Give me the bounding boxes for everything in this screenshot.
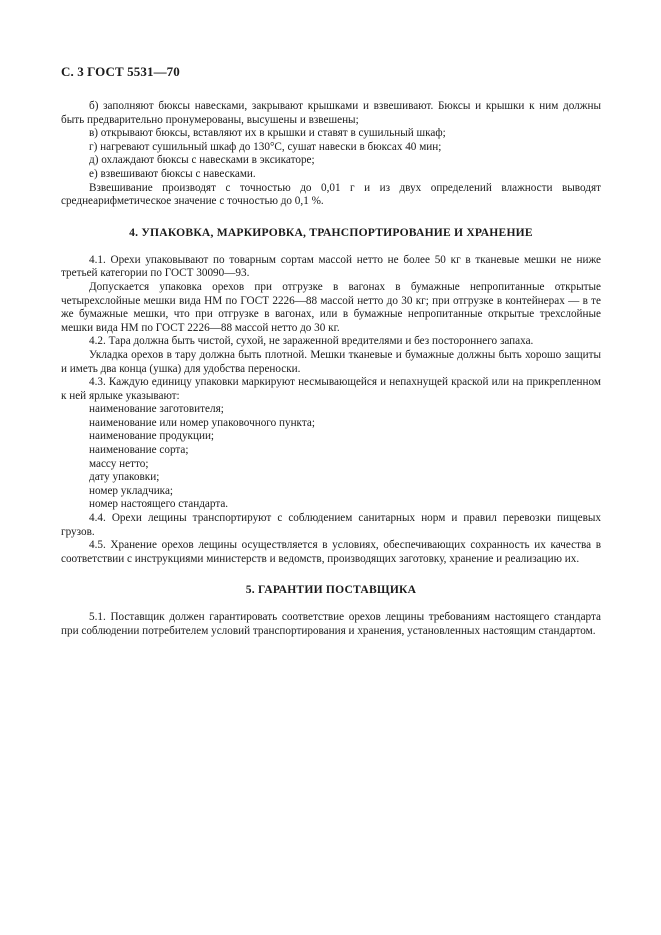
section-4 xyxy=(61,254,601,567)
list-item: массу нетто; xyxy=(89,457,149,470)
page-header: С. 3 ГОСТ 5531—70 xyxy=(61,64,180,79)
step-g: г) нагревают сушильный шкаф до 130°С, сушат навески в бюксах 40 мин; xyxy=(89,140,442,153)
paragraph-4-2: 4.2. Тара должна быть чистой, сухой, не зараженной вредителями и без постороннего запаха. xyxy=(89,335,534,348)
section-4-title: 4. УПАКОВКА, МАРКИРОВКА, ТРАНСПОРТИРОВАНИЕ И ХРАНЕНИЕ xyxy=(129,225,533,239)
step-e: е) взвешивают бюксы с навесками. xyxy=(89,167,256,180)
paragraph-4-5: 4.5. Хранение орехов лещины осуществляется в условиях, обеспечивающих сохранность их качества в соответствии с инструкциями министерств и ведомств, производящих заготовку, хранение и реализацию их. xyxy=(61,539,601,565)
list-item: номер укладчика; xyxy=(89,484,174,497)
paragraph-4-3: 4.3. Каждую единицу упаковки маркируют несмывающейся и непахнущей краской или на прикрепленном к ней ярлыке указывают: xyxy=(61,376,601,402)
list-item: дату упаковки; xyxy=(89,471,160,484)
paragraph-4-1-b: Допускается упаковка орехов при отгрузке в вагонах в бумажные непропитанные открытые четырехслойные мешки вида НМ по ГОСТ 2226—88 массой нетто до 30 кг; при отгрузке в контейнерах — в те же бумажные мешки, что при отгрузке в вагонах, или в бумажные непропитанные открытые трехслойные мешки вида НМ по ГОСТ 2226—88 массой нетто до 30 кг. xyxy=(61,280,601,334)
section-3-continuation xyxy=(61,100,601,209)
weighing-paragraph: Взвешивание производят с точностью до 0,01 г и из двух определений влажности выводят среднеарифметическое значение с точностью до 0,1 %. xyxy=(61,181,601,208)
list-item: наименование продукции; xyxy=(89,430,215,443)
step-v: в) открывают бюксы, вставляют их в крышки и ставят в сушильный шкаф; xyxy=(89,127,446,140)
list-item: наименование или номер упаковочного пункта; xyxy=(89,416,315,429)
paragraph-4-2-b: Укладка орехов в тару должна быть плотной. Мешки тканевые и бумажные должны быть хорошо защиты и иметь два конца (ушка) для удобства переноски. xyxy=(61,348,601,375)
list-item: наименование сорта; xyxy=(89,444,189,457)
section-5 xyxy=(61,611,601,638)
paragraph-5-1: 5.1. Поставщик должен гарантировать соответствие орехов лещины требованиям настоящего стандарта при соблюдении потребителем условий транспортирования и хранения, установленных настоящим стандартом. xyxy=(61,611,601,637)
list-item: номер настоящего стандарта. xyxy=(89,498,229,511)
paragraph-4-4: 4.4. Орехи лещины транспортируют с соблюдением санитарных норм и правил перевозки пищевых грузов. xyxy=(61,512,601,538)
section-5-title: 5. ГАРАНТИИ ПОСТАВЩИКА xyxy=(245,583,417,597)
step-b: б) заполняют бюксы навесками, закрывают крышками и взвешивают. Бюксы и крышки к ним должны быть предварительно пронумерованы, высушены и взвешены; xyxy=(61,100,601,126)
paragraph-4-1: 4.1. Орехи упаковывают по товарным сортам массой нетто не более 50 кг в тканевые мешки не ниже третьей категории по ГОСТ 30090—93. xyxy=(61,253,601,280)
step-d: д) охлаждают бюксы с навесками в эксикаторе; xyxy=(89,154,315,167)
list-item: наименование заготовителя; xyxy=(89,403,224,416)
marking-list xyxy=(61,403,601,512)
